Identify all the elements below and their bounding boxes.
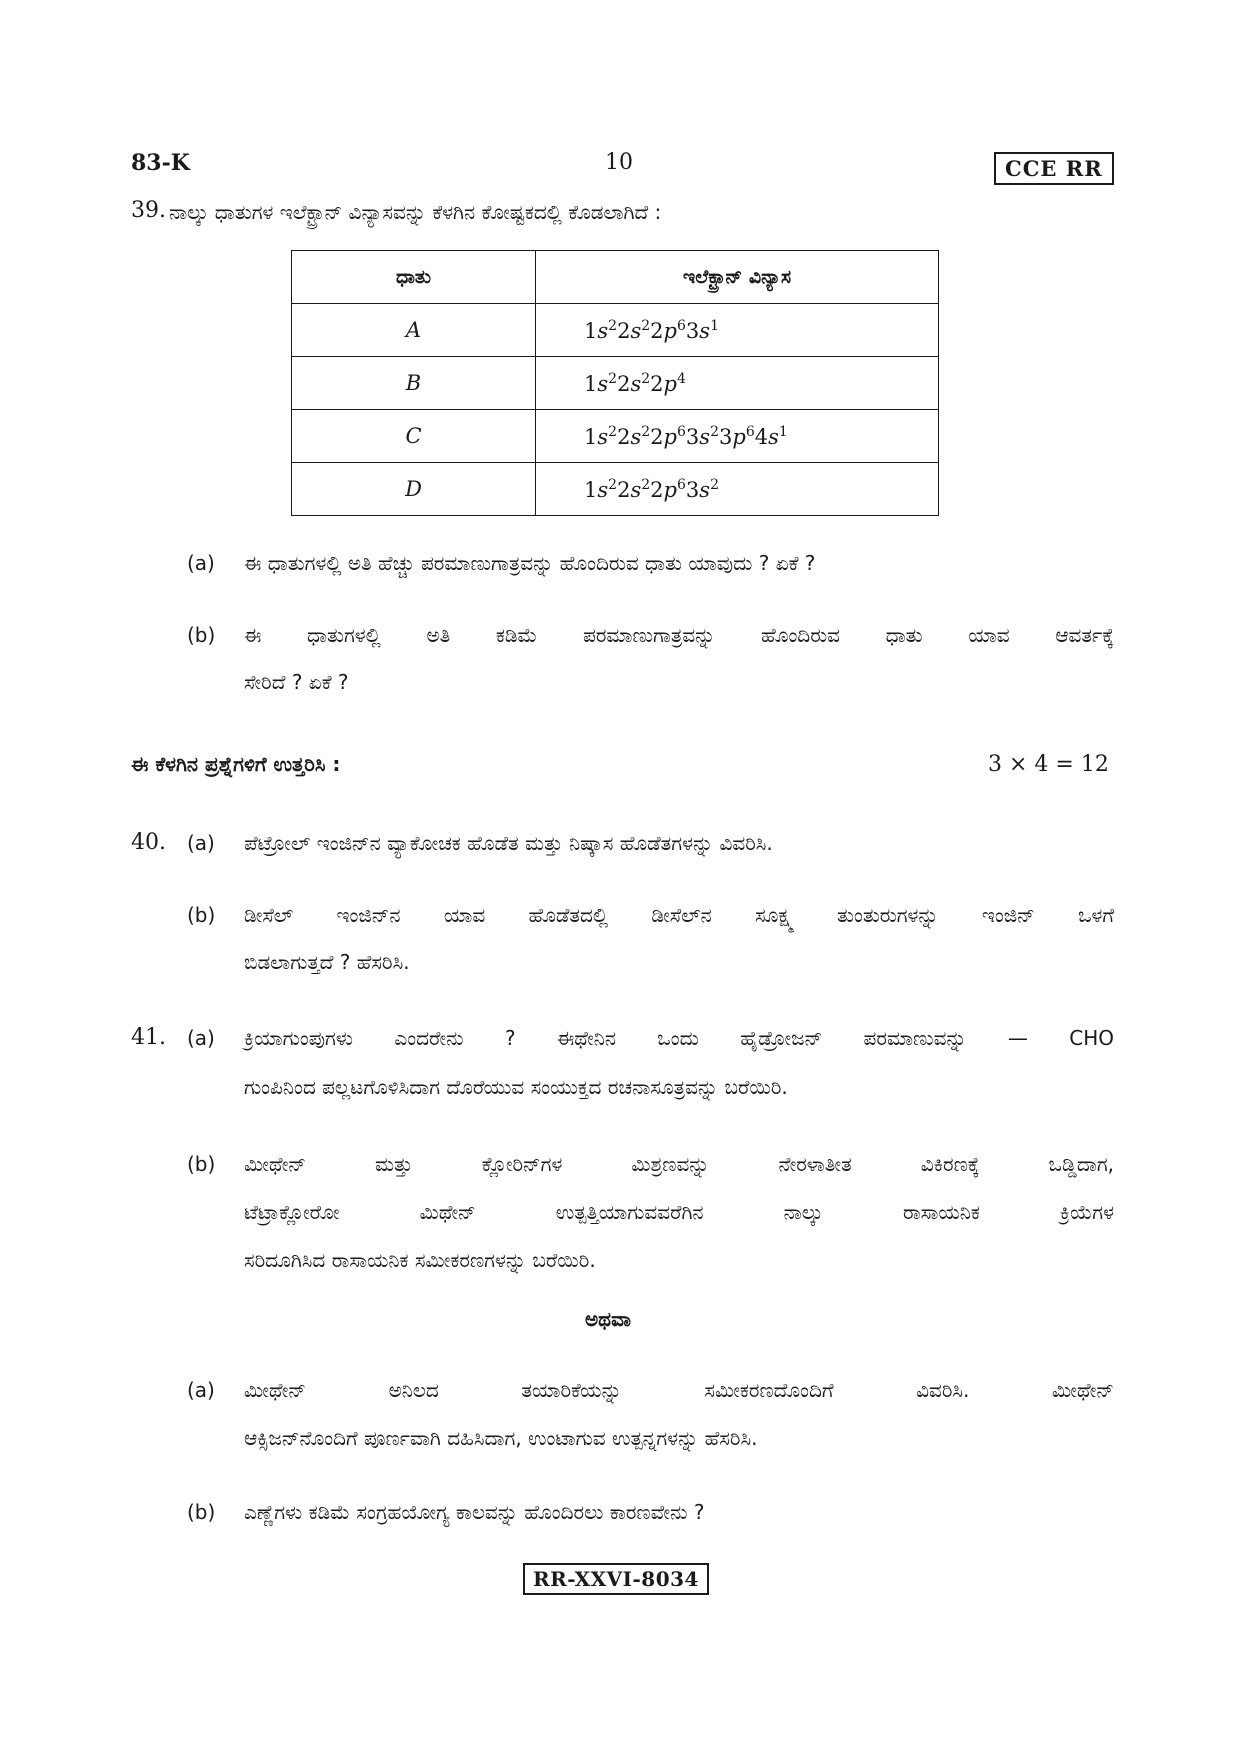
table-row: [292, 357, 939, 410]
q41-alt-a-line2: ಆಕ್ಸಿಜನ್‌ನೊಂದಿಗೆ ಪೂರ್ಣವಾಗಿ ದಹಿಸಿದಾಗ, ಉಂಟಾಗುವ ಉತ್ಪನ್ನಗಳನ್ನು ಹೆಸರಿಸಿ.: [244, 1426, 758, 1450]
q41-b-label: (b): [187, 1152, 216, 1176]
table-row: [292, 410, 939, 463]
q40-b-line2: ಬಿಡಲಾಗುತ್ತದೆ ? ಹೆಸರಿಸಿ.: [244, 950, 410, 974]
q41-b-line2: ಟೆಟ್ರಾಕ್ಲೋರೋ ಮಿಥೇನ್ ಉತ್ಪತ್ತಿಯಾಗುವವರೆಗಿನ ನಾಲ್ಕು ರಾಸಾಯನಿಕ ಕ್ರಿಯೆಗಳ: [244, 1200, 1114, 1224]
q41-number: 41.: [131, 1025, 166, 1050]
q39-b-line1: ಈ ಧಾತುಗಳಲ್ಲಿ ಅತಿ ಕಡಿಮೆ ಪರಮಾಣುಗಾತ್ರವನ್ನು ಹೊಂದಿರುವ ಧಾತು ಯಾವ ಆವರ್ತಕ್ಕೆ: [244, 623, 1114, 647]
series-badge: CCE RR: [994, 152, 1114, 185]
q40-b-label: (b): [187, 903, 216, 927]
q39-number: 39.: [131, 198, 166, 223]
q41-a-line2: ಗುಂಪಿನಿಂದ ಪಲ್ಲಟಗೊಳಿಸಿದಾಗ ದೊರೆಯುವ ಸಂಯುಕ್ತದ ರಚನಾಸೂತ್ರವನ್ನು ಬರೆಯಿರಿ.: [244, 1075, 788, 1099]
q41-b-line1: ಮೀಥೇನ್ ಮತ್ತು ಕ್ಲೋರಿನ್‌ಗಳ ಮಿಶ್ರಣವನ್ನು ನೇರಳಾತೀತ ವಿಕಿರಣಕ್ಕೆ ಒಡ್ಡಿದಾಗ,: [244, 1152, 1114, 1176]
q41-b-line3: ಸರಿದೂಗಿಸಿದ ರಾಸಾಯನಿಕ ಸಮೀಕರಣಗಳನ್ನು ಬರೆಯಿರಿ.: [244, 1248, 596, 1272]
table-row: [292, 304, 939, 357]
q41-a-label: (a): [187, 1026, 215, 1050]
table-header-row: [292, 251, 939, 304]
section-instruction: ಈ ಕೆಳಗಿನ ಪ್ರಶ್ನೆಗಳಿಗೆ ಉತ್ತರಿಸಿ :: [131, 752, 341, 776]
element-cell: C: [292, 410, 536, 463]
table-row: [292, 463, 939, 516]
electron-config-table: [291, 250, 939, 516]
q41-a-line1: ಕ್ರಿಯಾಗುಂಪುಗಳು ಎಂದರೇನು ? ಈಥೇನಿನ ಒಂದು ಹೈಡ್ರೋಜನ್ ಪರಮಾಣುವನ್ನು — CHO: [244, 1026, 1114, 1050]
q39-b-line2: ಸೇರಿದೆ ? ಏಕೆ ?: [244, 670, 349, 694]
col-header-config: ಇಲೆಕ್ಟ್ರಾನ್ ವಿನ್ಯಾಸ: [536, 251, 939, 304]
q41-alt-b-text: ಎಣ್ಣೆಗಳು ಕಡಿಮೆ ಸಂಗ್ರಹಯೋಗ್ಯ ಕಾಲವನ್ನು ಹೊಂದಿರಲು ಕಾರಣವೇನು ?: [244, 1500, 705, 1524]
q39-stem: ನಾಲ್ಕು ಧಾತುಗಳ ಇಲೆಕ್ಟ್ರಾನ್ ವಿನ್ಯಾಸವನ್ನು ಕೆಳಗಿನ ಕೋಷ್ಟಕದಲ್ಲಿ ಕೊಡಲಾಗಿದೆ :: [169, 200, 662, 224]
q40-a-label: (a): [187, 831, 215, 855]
config-cell: $1s^22s^22p^63s^2$: [536, 463, 939, 516]
section-marks: 3 × 4 = 12: [988, 752, 1109, 777]
footer-code: RR-XXVI-8034: [523, 1563, 709, 1595]
q39-a-label: (a): [187, 551, 215, 575]
q39-a-text: ಈ ಧಾತುಗಳಲ್ಲಿ ಅತಿ ಹೆಚ್ಚು ಪರಮಾಣುಗಾತ್ರವನ್ನು ಹೊಂದಿರುವ ಧಾತು ಯಾವುದು ? ಏಕೆ ?: [244, 551, 816, 575]
config-cell: $1s^22s^22p^4$: [536, 357, 939, 410]
q39-b-label: (b): [187, 623, 216, 647]
q41-alt-a-label: (a): [187, 1378, 215, 1402]
col-header-element: ಧಾತು: [292, 251, 536, 304]
config-cell: $1s^22s^22p^63s^23p^64s^1$: [536, 410, 939, 463]
or-divider: ಅಥವಾ: [585, 1307, 631, 1331]
element-cell: A: [292, 304, 536, 357]
q40-number: 40.: [131, 830, 166, 855]
q40-b-line1: ಡೀಸೆಲ್ ಇಂಜಿನ್‌ನ ಯಾವ ಹೊಡೆತದಲ್ಲಿ ಡೀಸೆಲ್‌ನ ಸೂಕ್ಷ್ಮ ತುಂತುರುಗಳನ್ನು ಇಂಜಿನ್ ಒಳಗೆ: [244, 903, 1114, 927]
element-cell: D: [292, 463, 536, 516]
config-cell: $1s^22s^22p^63s^1$: [536, 304, 939, 357]
page-number: 10: [605, 150, 633, 175]
q41-alt-a-line1: ಮೀಥೇನ್ ಅನಿಲದ ತಯಾರಿಕೆಯನ್ನು ಸಮೀಕರಣದೊಂದಿಗೆ ವಿವರಿಸಿ. ಮೀಥೇನ್: [244, 1378, 1114, 1402]
paper-code: 83-K: [131, 150, 190, 176]
q41-alt-b-label: (b): [187, 1500, 216, 1524]
element-cell: B: [292, 357, 536, 410]
q40-a-text: ಪೆಟ್ರೋಲ್ ಇಂಜಿನ್‌ನ ವ್ಯಾಕೋಚಕ ಹೊಡೆತ ಮತ್ತು ನಿಷ್ಕಾಸ ಹೊಡೆತಗಳನ್ನು ವಿವರಿಸಿ.: [244, 831, 773, 855]
